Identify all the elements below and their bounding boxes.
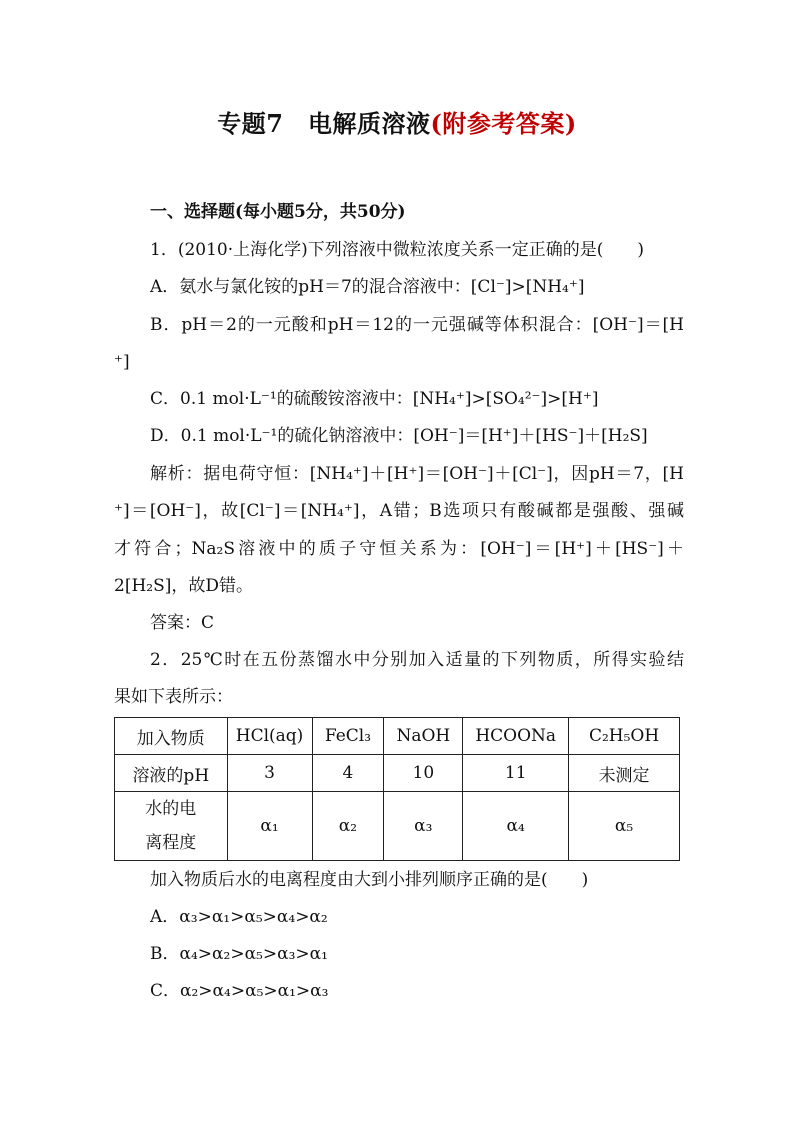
table-cell: α₅	[569, 792, 680, 861]
table-cell: 10	[384, 755, 463, 792]
q1-analysis-line3: 才符合；Na₂S溶液中的质子守恒关系为：[OH⁻]＝[H⁺]＋[HS⁻]＋	[114, 539, 684, 559]
title-main: 专题7 电解质溶液	[217, 109, 431, 138]
table-cell: α₂	[312, 792, 384, 861]
q1-answer: 答案：C	[150, 613, 215, 633]
table-cell: 溶液的pH	[115, 755, 228, 792]
table-cell: 11	[463, 755, 569, 792]
q2-stem-line2: 果如下表所示：	[114, 687, 233, 707]
q2-option-c: C．α₂>α₄>α₅>α₁>α₃	[150, 981, 329, 1001]
q1-stem: 1．(2010·上海化学)下列溶液中微粒浓度关系一定正确的是( )	[150, 240, 645, 260]
table-header-cell: FeCl₃	[312, 718, 384, 755]
table-cell: α₃	[384, 792, 463, 861]
q1-analysis-line4: 2[H₂S]，故D错。	[114, 576, 253, 596]
table-cell: 4	[312, 755, 384, 792]
table-cell: 未测定	[569, 755, 680, 792]
table-row-ph	[115, 755, 680, 792]
q2-option-b: B．α₄>α₂>α₅>α₃>α₁	[150, 944, 328, 964]
table-cell: 3	[227, 755, 312, 792]
table-header-row	[115, 718, 680, 755]
table-header-cell: HCOONa	[463, 718, 569, 755]
q1-option-b-line2: ⁺]	[114, 352, 130, 372]
q2-option-a: A．α₃>α₁>α₅>α₄>α₂	[150, 907, 328, 927]
q1-option-a: A．氨水与氯化铵的pH＝7的混合溶液中：[Cl⁻]>[NH₄⁺]	[150, 277, 585, 297]
alpha-label-line2: 离程度	[145, 833, 197, 853]
alpha-label-line1: 水的电	[145, 799, 197, 819]
q1-analysis-line1: 解析：据电荷守恒：[NH₄⁺]＋[H⁺]＝[OH⁻]＋[Cl⁻]，因pH＝7，[H	[150, 464, 684, 484]
q1-option-b-line1: B．pH＝2的一元酸和pH＝12的一元强碱等体积混合：[OH⁻]＝[H	[150, 315, 684, 335]
table-row-ionization	[115, 792, 680, 861]
section-heading: 一、选择题(每小题5分，共50分)	[150, 202, 406, 222]
table-header-cell: NaOH	[384, 718, 463, 755]
table-cell: α₄	[463, 792, 569, 861]
q1-option-c: C．0.1 mol·L⁻¹的硫酸铵溶液中：[NH₄⁺]>[SO₄²⁻]>[H⁺]	[150, 389, 599, 409]
table-header-cell: 加入物质	[115, 718, 228, 755]
title-suffix: (附参考答案)	[430, 109, 577, 138]
table-cell: α₁	[227, 792, 312, 861]
table-cell	[115, 792, 228, 861]
q1-option-d: D．0.1 mol·L⁻¹的硫化钠溶液中：[OH⁻]＝[H⁺]＋[HS⁻]＋[H₂S]	[150, 426, 648, 446]
page-title	[0, 104, 794, 139]
table-header-cell: HCl(aq)	[227, 718, 312, 755]
table-header-cell: C₂H₅OH	[569, 718, 680, 755]
q2-stem-line1: 2．25℃时在五份蒸馏水中分别加入适量的下列物质，所得实验结	[150, 650, 684, 670]
q2-data-table	[114, 717, 680, 861]
q2-question: 加入物质后水的电离程度由大到小排列顺序正确的是( )	[150, 870, 589, 890]
q1-analysis-line2: ⁺]＝[OH⁻]，故[Cl⁻]＝[NH₄⁺]，A错；B选项只有酸碱都是强酸、强碱	[114, 501, 684, 521]
